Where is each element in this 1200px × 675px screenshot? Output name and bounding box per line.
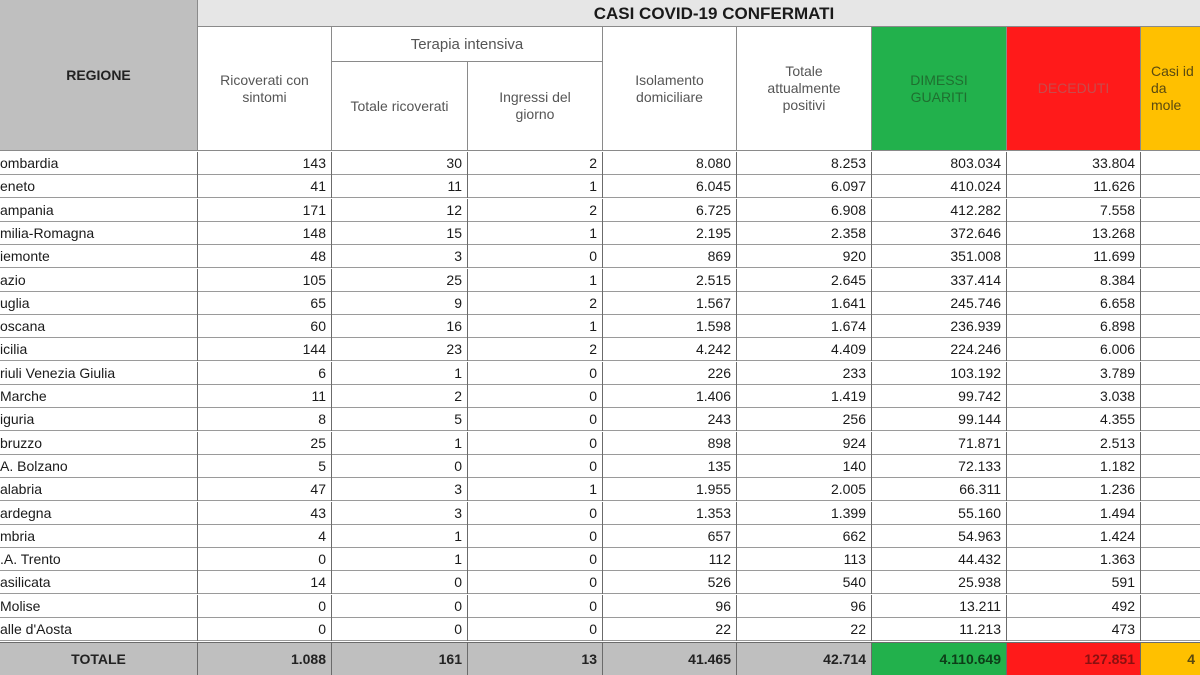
totale-ricoverati-cell: 0	[332, 455, 468, 478]
ingressi-cell: 0	[468, 362, 603, 385]
deceduti-cell: 7.558	[1007, 199, 1141, 222]
deceduti-cell: 1.182	[1007, 455, 1141, 478]
region-name: azio	[0, 269, 198, 292]
totale-positivi-cell: 1.419	[737, 385, 872, 408]
ingressi-cell: 0	[468, 525, 603, 548]
ingressi-cell: 2	[468, 292, 603, 315]
totale-label: TOTALE	[0, 643, 198, 675]
ingressi-cell: 1	[468, 269, 603, 292]
totale-ricoverati-cell: 1	[332, 432, 468, 455]
totale-ricoverati-cell: 1	[332, 548, 468, 571]
totale-positivi-cell: 233	[737, 362, 872, 385]
region-name: Molise	[0, 595, 198, 618]
totale-ricoverati-cell: 1	[332, 525, 468, 548]
isolamento-cell: 2.195	[603, 222, 737, 245]
ingressi-cell: 2	[468, 338, 603, 361]
dimessi-header: DIMESSI GUARITI	[872, 27, 1007, 151]
deceduti-cell: 3.789	[1007, 362, 1141, 385]
deceduti-cell: 492	[1007, 595, 1141, 618]
dimessi-cell: 803.034	[872, 152, 1007, 175]
region-name: Marche	[0, 385, 198, 408]
region-name: asilicata	[0, 571, 198, 594]
totale-positivi-cell: 2.358	[737, 222, 872, 245]
casi-cell	[1141, 199, 1200, 222]
deceduti-cell: 6.006	[1007, 338, 1141, 361]
casi-cell	[1141, 618, 1200, 641]
totale-positivi-cell: 1.674	[737, 315, 872, 338]
totale-ricoverati-cell: 0	[332, 595, 468, 618]
totale-positivi-cell: 4.409	[737, 338, 872, 361]
isolamento-cell: 22	[603, 618, 737, 641]
casi-cell	[1141, 338, 1200, 361]
ricoverati-cell: 148	[198, 222, 332, 245]
casi-header: Casi id da mole	[1141, 27, 1200, 151]
totale-dimessi: 4.110.649	[872, 643, 1007, 675]
ricoverati-cell: 14	[198, 571, 332, 594]
isolamento-cell: 6.725	[603, 199, 737, 222]
ricoverati-cell: 48	[198, 245, 332, 268]
deceduti-cell: 33.804	[1007, 152, 1141, 175]
ricoverati-cell: 0	[198, 548, 332, 571]
ingressi-cell: 0	[468, 548, 603, 571]
totale-positivi-cell: 96	[737, 595, 872, 618]
casi-cell	[1141, 502, 1200, 525]
deceduti-cell: 8.384	[1007, 269, 1141, 292]
totale-terapia: 161	[332, 643, 468, 675]
ricoverati-cell: 105	[198, 269, 332, 292]
isolamento-cell: 898	[603, 432, 737, 455]
region-name: ombardia	[0, 152, 198, 175]
region-name: alabria	[0, 478, 198, 501]
region-name: ardegna	[0, 502, 198, 525]
dimessi-cell: 236.939	[872, 315, 1007, 338]
totale-positivi-header: Totale attualmente positivi	[737, 27, 872, 151]
casi-cell	[1141, 269, 1200, 292]
regione-header: REGIONE	[0, 0, 198, 151]
totale-ricoverati-cell: 3	[332, 502, 468, 525]
isolamento-cell: 112	[603, 548, 737, 571]
totale-ingressi: 13	[468, 643, 603, 675]
deceduti-cell: 11.699	[1007, 245, 1141, 268]
ricoverati-header: Ricoverati con sintomi	[198, 27, 332, 151]
totale-positivi-cell: 924	[737, 432, 872, 455]
totale-ricoverati-cell: 9	[332, 292, 468, 315]
totale-positivi-cell: 22	[737, 618, 872, 641]
totale-positivi-cell: 2.645	[737, 269, 872, 292]
dimessi-cell: 72.133	[872, 455, 1007, 478]
ricoverati-cell: 60	[198, 315, 332, 338]
region-name: eneto	[0, 175, 198, 198]
totale-positivi: 42.714	[737, 643, 872, 675]
ingressi-cell: 0	[468, 385, 603, 408]
totale-ricoverati-cell: 23	[332, 338, 468, 361]
casi-cell	[1141, 408, 1200, 431]
ingressi-header: Ingressi del giorno	[468, 62, 603, 151]
totale-positivi-cell: 540	[737, 571, 872, 594]
casi-cell	[1141, 548, 1200, 571]
isolamento-cell: 1.353	[603, 502, 737, 525]
ricoverati-cell: 11	[198, 385, 332, 408]
deceduti-cell: 1.494	[1007, 502, 1141, 525]
dimessi-cell: 11.213	[872, 618, 1007, 641]
casi-cell	[1141, 292, 1200, 315]
dimessi-cell: 412.282	[872, 199, 1007, 222]
casi-cell	[1141, 525, 1200, 548]
dimessi-cell: 13.211	[872, 595, 1007, 618]
dimessi-cell: 54.963	[872, 525, 1007, 548]
region-name: alle d'Aosta	[0, 618, 198, 641]
totale-ricoverati-cell: 12	[332, 199, 468, 222]
region-name: iguria	[0, 408, 198, 431]
casi-cell	[1141, 222, 1200, 245]
isolamento-cell: 1.598	[603, 315, 737, 338]
deceduti-cell: 4.355	[1007, 408, 1141, 431]
deceduti-cell: 13.268	[1007, 222, 1141, 245]
deceduti-cell: 11.626	[1007, 175, 1141, 198]
totale-ricoverati-header: Totale ricoverati	[332, 62, 468, 151]
region-name: icilia	[0, 338, 198, 361]
dimessi-cell: 44.432	[872, 548, 1007, 571]
title-header: CASI COVID-19 CONFERMATI	[198, 0, 1200, 27]
deceduti-cell: 473	[1007, 618, 1141, 641]
totale-positivi-cell: 8.253	[737, 152, 872, 175]
isolamento-cell: 4.242	[603, 338, 737, 361]
isolamento-cell: 2.515	[603, 269, 737, 292]
totale-positivi-cell: 256	[737, 408, 872, 431]
region-name: oscana	[0, 315, 198, 338]
casi-cell	[1141, 245, 1200, 268]
dimessi-cell: 337.414	[872, 269, 1007, 292]
isolamento-cell: 226	[603, 362, 737, 385]
dimessi-cell: 99.742	[872, 385, 1007, 408]
region-name: mbria	[0, 525, 198, 548]
deceduti-cell: 6.898	[1007, 315, 1141, 338]
totale-positivi-cell: 6.908	[737, 199, 872, 222]
ricoverati-cell: 0	[198, 595, 332, 618]
isolamento-cell: 1.955	[603, 478, 737, 501]
region-name: bruzzo	[0, 432, 198, 455]
dimessi-cell: 224.246	[872, 338, 1007, 361]
ingressi-cell: 1	[468, 222, 603, 245]
totale-positivi-cell: 1.399	[737, 502, 872, 525]
casi-cell	[1141, 595, 1200, 618]
ingressi-cell: 0	[468, 571, 603, 594]
dimessi-cell: 71.871	[872, 432, 1007, 455]
ricoverati-cell: 4	[198, 525, 332, 548]
totale-ricoverati-cell: 0	[332, 571, 468, 594]
isolamento-cell: 243	[603, 408, 737, 431]
ricoverati-cell: 65	[198, 292, 332, 315]
terapia-header: Terapia intensiva	[332, 27, 603, 62]
dimessi-cell: 99.144	[872, 408, 1007, 431]
deceduti-cell: 1.424	[1007, 525, 1141, 548]
totale-ricoverati-cell: 2	[332, 385, 468, 408]
totale-deceduti: 127.851	[1007, 643, 1141, 675]
casi-cell	[1141, 315, 1200, 338]
totale-ricoverati-cell: 11	[332, 175, 468, 198]
region-name: iemonte	[0, 245, 198, 268]
isolamento-cell: 6.045	[603, 175, 737, 198]
deceduti-cell: 6.658	[1007, 292, 1141, 315]
casi-cell	[1141, 478, 1200, 501]
isolamento-cell: 135	[603, 455, 737, 478]
isolamento-cell: 8.080	[603, 152, 737, 175]
ricoverati-cell: 43	[198, 502, 332, 525]
totale-ricoverati-cell: 1	[332, 362, 468, 385]
totale-ricoverati-cell: 0	[332, 618, 468, 641]
isolamento-cell: 869	[603, 245, 737, 268]
isolamento-cell: 1.406	[603, 385, 737, 408]
ingressi-cell: 1	[468, 478, 603, 501]
totale-casi: 4	[1141, 643, 1200, 675]
region-name: riuli Venezia Giulia	[0, 362, 198, 385]
ingressi-cell: 1	[468, 315, 603, 338]
totale-positivi-cell: 920	[737, 245, 872, 268]
ingressi-cell: 0	[468, 502, 603, 525]
casi-cell	[1141, 362, 1200, 385]
ricoverati-cell: 41	[198, 175, 332, 198]
totale-ricoverati-cell: 15	[332, 222, 468, 245]
dimessi-cell: 66.311	[872, 478, 1007, 501]
totale-positivi-cell: 1.641	[737, 292, 872, 315]
ingressi-cell: 0	[468, 455, 603, 478]
region-name: A. Bolzano	[0, 455, 198, 478]
ingressi-cell: 1	[468, 175, 603, 198]
totale-positivi-cell: 6.097	[737, 175, 872, 198]
ricoverati-cell: 25	[198, 432, 332, 455]
isolamento-cell: 96	[603, 595, 737, 618]
isolamento-header: Isolamento domiciliare	[603, 27, 737, 151]
ricoverati-cell: 171	[198, 199, 332, 222]
dimessi-cell: 55.160	[872, 502, 1007, 525]
region-name: ampania	[0, 199, 198, 222]
totale-positivi-cell: 2.005	[737, 478, 872, 501]
ingressi-cell: 0	[468, 595, 603, 618]
deceduti-cell: 1.236	[1007, 478, 1141, 501]
totale-ricoverati-cell: 16	[332, 315, 468, 338]
region-name: .A. Trento	[0, 548, 198, 571]
ricoverati-cell: 5	[198, 455, 332, 478]
dimessi-cell: 25.938	[872, 571, 1007, 594]
totale-positivi-cell: 662	[737, 525, 872, 548]
ingressi-cell: 2	[468, 152, 603, 175]
dimessi-cell: 410.024	[872, 175, 1007, 198]
ingressi-cell: 0	[468, 245, 603, 268]
dimessi-cell: 372.646	[872, 222, 1007, 245]
deceduti-cell: 3.038	[1007, 385, 1141, 408]
deceduti-cell: 591	[1007, 571, 1141, 594]
deceduti-header: DECEDUTI	[1007, 27, 1141, 151]
ingressi-cell: 0	[468, 618, 603, 641]
totale-ricoverati-cell: 3	[332, 245, 468, 268]
totale-ricoverati-cell: 5	[332, 408, 468, 431]
totale-ricoverati: 1.088	[198, 643, 332, 675]
ricoverati-cell: 143	[198, 152, 332, 175]
ingressi-cell: 0	[468, 408, 603, 431]
dimessi-cell: 351.008	[872, 245, 1007, 268]
totale-positivi-cell: 113	[737, 548, 872, 571]
ricoverati-cell: 144	[198, 338, 332, 361]
isolamento-cell: 526	[603, 571, 737, 594]
casi-cell	[1141, 455, 1200, 478]
dimessi-cell: 103.192	[872, 362, 1007, 385]
ricoverati-cell: 6	[198, 362, 332, 385]
ricoverati-cell: 8	[198, 408, 332, 431]
deceduti-cell: 2.513	[1007, 432, 1141, 455]
totale-ricoverati-cell: 25	[332, 269, 468, 292]
ricoverati-cell: 0	[198, 618, 332, 641]
totale-ricoverati-cell: 3	[332, 478, 468, 501]
totale-isolamento: 41.465	[603, 643, 737, 675]
totale-positivi-cell: 140	[737, 455, 872, 478]
casi-cell	[1141, 385, 1200, 408]
region-name: uglia	[0, 292, 198, 315]
casi-cell	[1141, 571, 1200, 594]
region-name: milia-Romagna	[0, 222, 198, 245]
ricoverati-cell: 47	[198, 478, 332, 501]
casi-cell	[1141, 175, 1200, 198]
ingressi-cell: 2	[468, 199, 603, 222]
isolamento-cell: 1.567	[603, 292, 737, 315]
casi-cell	[1141, 432, 1200, 455]
dimessi-cell: 245.746	[872, 292, 1007, 315]
deceduti-cell: 1.363	[1007, 548, 1141, 571]
ingressi-cell: 0	[468, 432, 603, 455]
casi-cell	[1141, 152, 1200, 175]
totale-ricoverati-cell: 30	[332, 152, 468, 175]
isolamento-cell: 657	[603, 525, 737, 548]
